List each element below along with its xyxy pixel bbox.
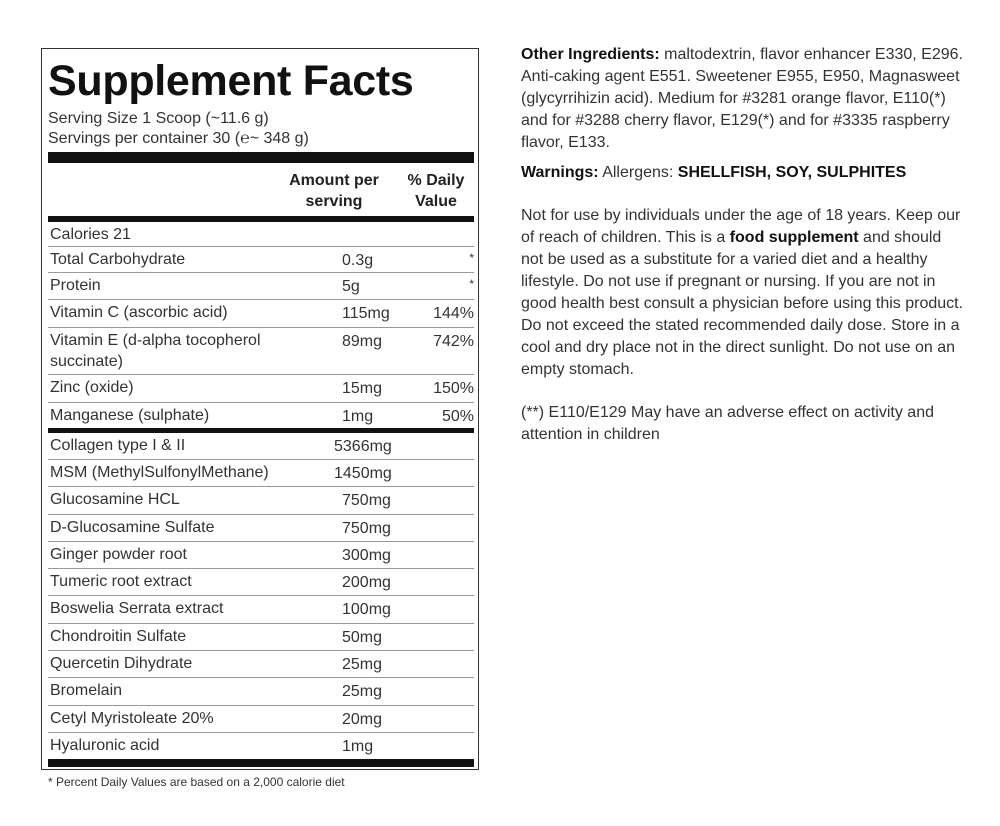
ingredient-name: Quercetin Dihydrate — [50, 655, 193, 672]
ingredient-name: Collagen type I & II — [50, 437, 186, 454]
nutrient-amount: 15mg — [342, 380, 383, 397]
header-amount: Amount per serving — [289, 172, 379, 210]
nutrient-name: Total Carbohydrate — [50, 251, 186, 268]
nutrient-daily-value: * — [469, 251, 474, 265]
ingredient-row — [48, 542, 474, 569]
warnings — [521, 162, 966, 184]
usage-instructions — [521, 205, 966, 381]
nutrient-name: Vitamin E (d-alpha tocopherol succinate) — [50, 332, 261, 370]
ingredient-amount: 200mg — [342, 574, 391, 591]
ingredient-amount: 750mg — [342, 492, 391, 509]
ingredient-name: Cetyl Myristoleate 20% — [50, 710, 214, 727]
ingredient-amount: 5366mg — [334, 438, 392, 455]
nutrient-row — [48, 403, 474, 428]
ingredient-row — [48, 678, 474, 706]
warnings-label: Warnings: — [521, 164, 599, 181]
nutrient-name: Manganese (sulphate) — [50, 407, 210, 424]
serving-size: Serving Size 1 Scoop (~11.6 g) — [48, 110, 269, 127]
ingredient-name: Bromelain — [50, 682, 123, 699]
nutrient-name: Zinc (oxide) — [50, 379, 134, 396]
ingredient-amount: 1mg — [342, 738, 374, 755]
ingredient-amount: 25mg — [342, 683, 383, 700]
facts-title: Supplement Facts — [48, 57, 414, 105]
ingredient-name: D-Glucosamine Sulfate — [50, 519, 215, 536]
ingredient-row — [48, 624, 474, 651]
nutrient-name: Vitamin C (ascorbic acid) — [50, 304, 228, 321]
nutrient-daily-value: 144% — [433, 305, 474, 322]
ingredient-name: Glucosamine HCL — [50, 491, 180, 508]
food-supplement-label: food supplement — [729, 229, 859, 246]
additive-note: (**) E110/E129 May have an adverse effect on activity and attention in children — [521, 404, 934, 443]
ingredient-amount: 1450mg — [334, 465, 392, 482]
nutrient-amount: 5g — [342, 278, 360, 295]
ingredient-amount: 20mg — [342, 711, 383, 728]
ingredient-row — [48, 460, 474, 487]
ingredient-amount: 50mg — [342, 629, 383, 646]
nutrient-daily-value: 150% — [433, 380, 474, 397]
warnings-text: Allergens: — [598, 164, 678, 181]
nutrient-amount: 115mg — [342, 305, 390, 322]
usage-text-start: Not for use by individuals under the age of 18 years. Keep our of reach of children. This is a — [521, 207, 961, 246]
ingredient-amount: 300mg — [342, 547, 391, 564]
nutrient-row — [48, 273, 474, 300]
ingredient-row — [48, 596, 474, 624]
servings-per-container: Servings per container 30 (℮~ 348 g) — [48, 130, 309, 147]
ingredient-name: Ginger powder root — [50, 546, 187, 563]
nutrient-amount: 0.3g — [342, 252, 374, 269]
ingredient-amount: 100mg — [342, 601, 391, 618]
ingredient-row — [48, 569, 474, 596]
other-ingredients — [521, 44, 966, 154]
ingredient-name: Chondroitin Sulfate — [50, 628, 187, 645]
daily-value-footnote: * Percent Daily Values are based on a 2,000 calorie diet — [48, 775, 345, 789]
nutrient-amount: 1mg — [342, 408, 374, 425]
ingredient-name: Hyaluronic acid — [50, 737, 160, 754]
ingredient-row — [48, 706, 474, 733]
divider-footer — [48, 759, 474, 767]
ingredient-amount: 25mg — [342, 656, 383, 673]
other-ingredients-label: Other Ingredients: — [521, 46, 660, 63]
table-header — [48, 163, 474, 216]
ingredient-name: MSM (MethylSulfonylMethane) — [50, 464, 269, 481]
nutrient-amount: 89mg — [342, 333, 383, 350]
ingredient-row — [48, 515, 474, 542]
nutrient-name: Protein — [50, 277, 101, 294]
nutrient-row — [48, 300, 474, 328]
nutrient-daily-value: 742% — [433, 333, 474, 350]
usage-text-end: and should not be used as a substitute for a varied diet and a healthy lifestyle. Do not use if pregnant or nursing. If you are not in good health best consult a physician before using this product. Do not exceed the stated recommended daily dose. Store in a cool and dry place not in the direct sunlight. Do not use on an empty stomach. — [521, 229, 964, 378]
ingredient-name: Boswelia Serrata extract — [50, 600, 224, 617]
ingredient-row — [48, 433, 474, 460]
nutrient-row — [48, 328, 474, 375]
supplement-facts-content — [48, 49, 474, 790]
other-ingredients-text: maltodextrin, flavor enhancer E330, E296. Anti-caking agent E551. Sweetener E955, E950, Magnasweet (glycyrrihizin acid). Medium for #3281 orange flavor, E110(*) and for #3288 cherry flavor, E129(*) and for #3335 raspberry flavor, E133. — [521, 46, 963, 151]
header-daily-value: % Daily Value — [407, 172, 465, 210]
nutrient-daily-value: 50% — [441, 408, 474, 425]
supplement-facts-panel — [41, 48, 479, 789]
ingredient-amount: 750mg — [342, 520, 391, 537]
ingredient-name: Tumeric root extract — [50, 573, 192, 590]
product-info-column — [521, 44, 966, 446]
allergens-list: SHELLFISH, SOY, SULPHITES — [677, 164, 907, 181]
calories-label: Calories 21 — [50, 226, 131, 243]
nutrient-daily-value: * — [469, 277, 474, 291]
calories-row — [48, 222, 474, 247]
ingredient-row — [48, 651, 474, 678]
nutrient-row — [48, 375, 474, 403]
divider-thick — [48, 152, 474, 163]
nutrient-row — [48, 247, 474, 273]
ingredient-row — [48, 487, 474, 515]
ingredient-row — [48, 733, 474, 759]
